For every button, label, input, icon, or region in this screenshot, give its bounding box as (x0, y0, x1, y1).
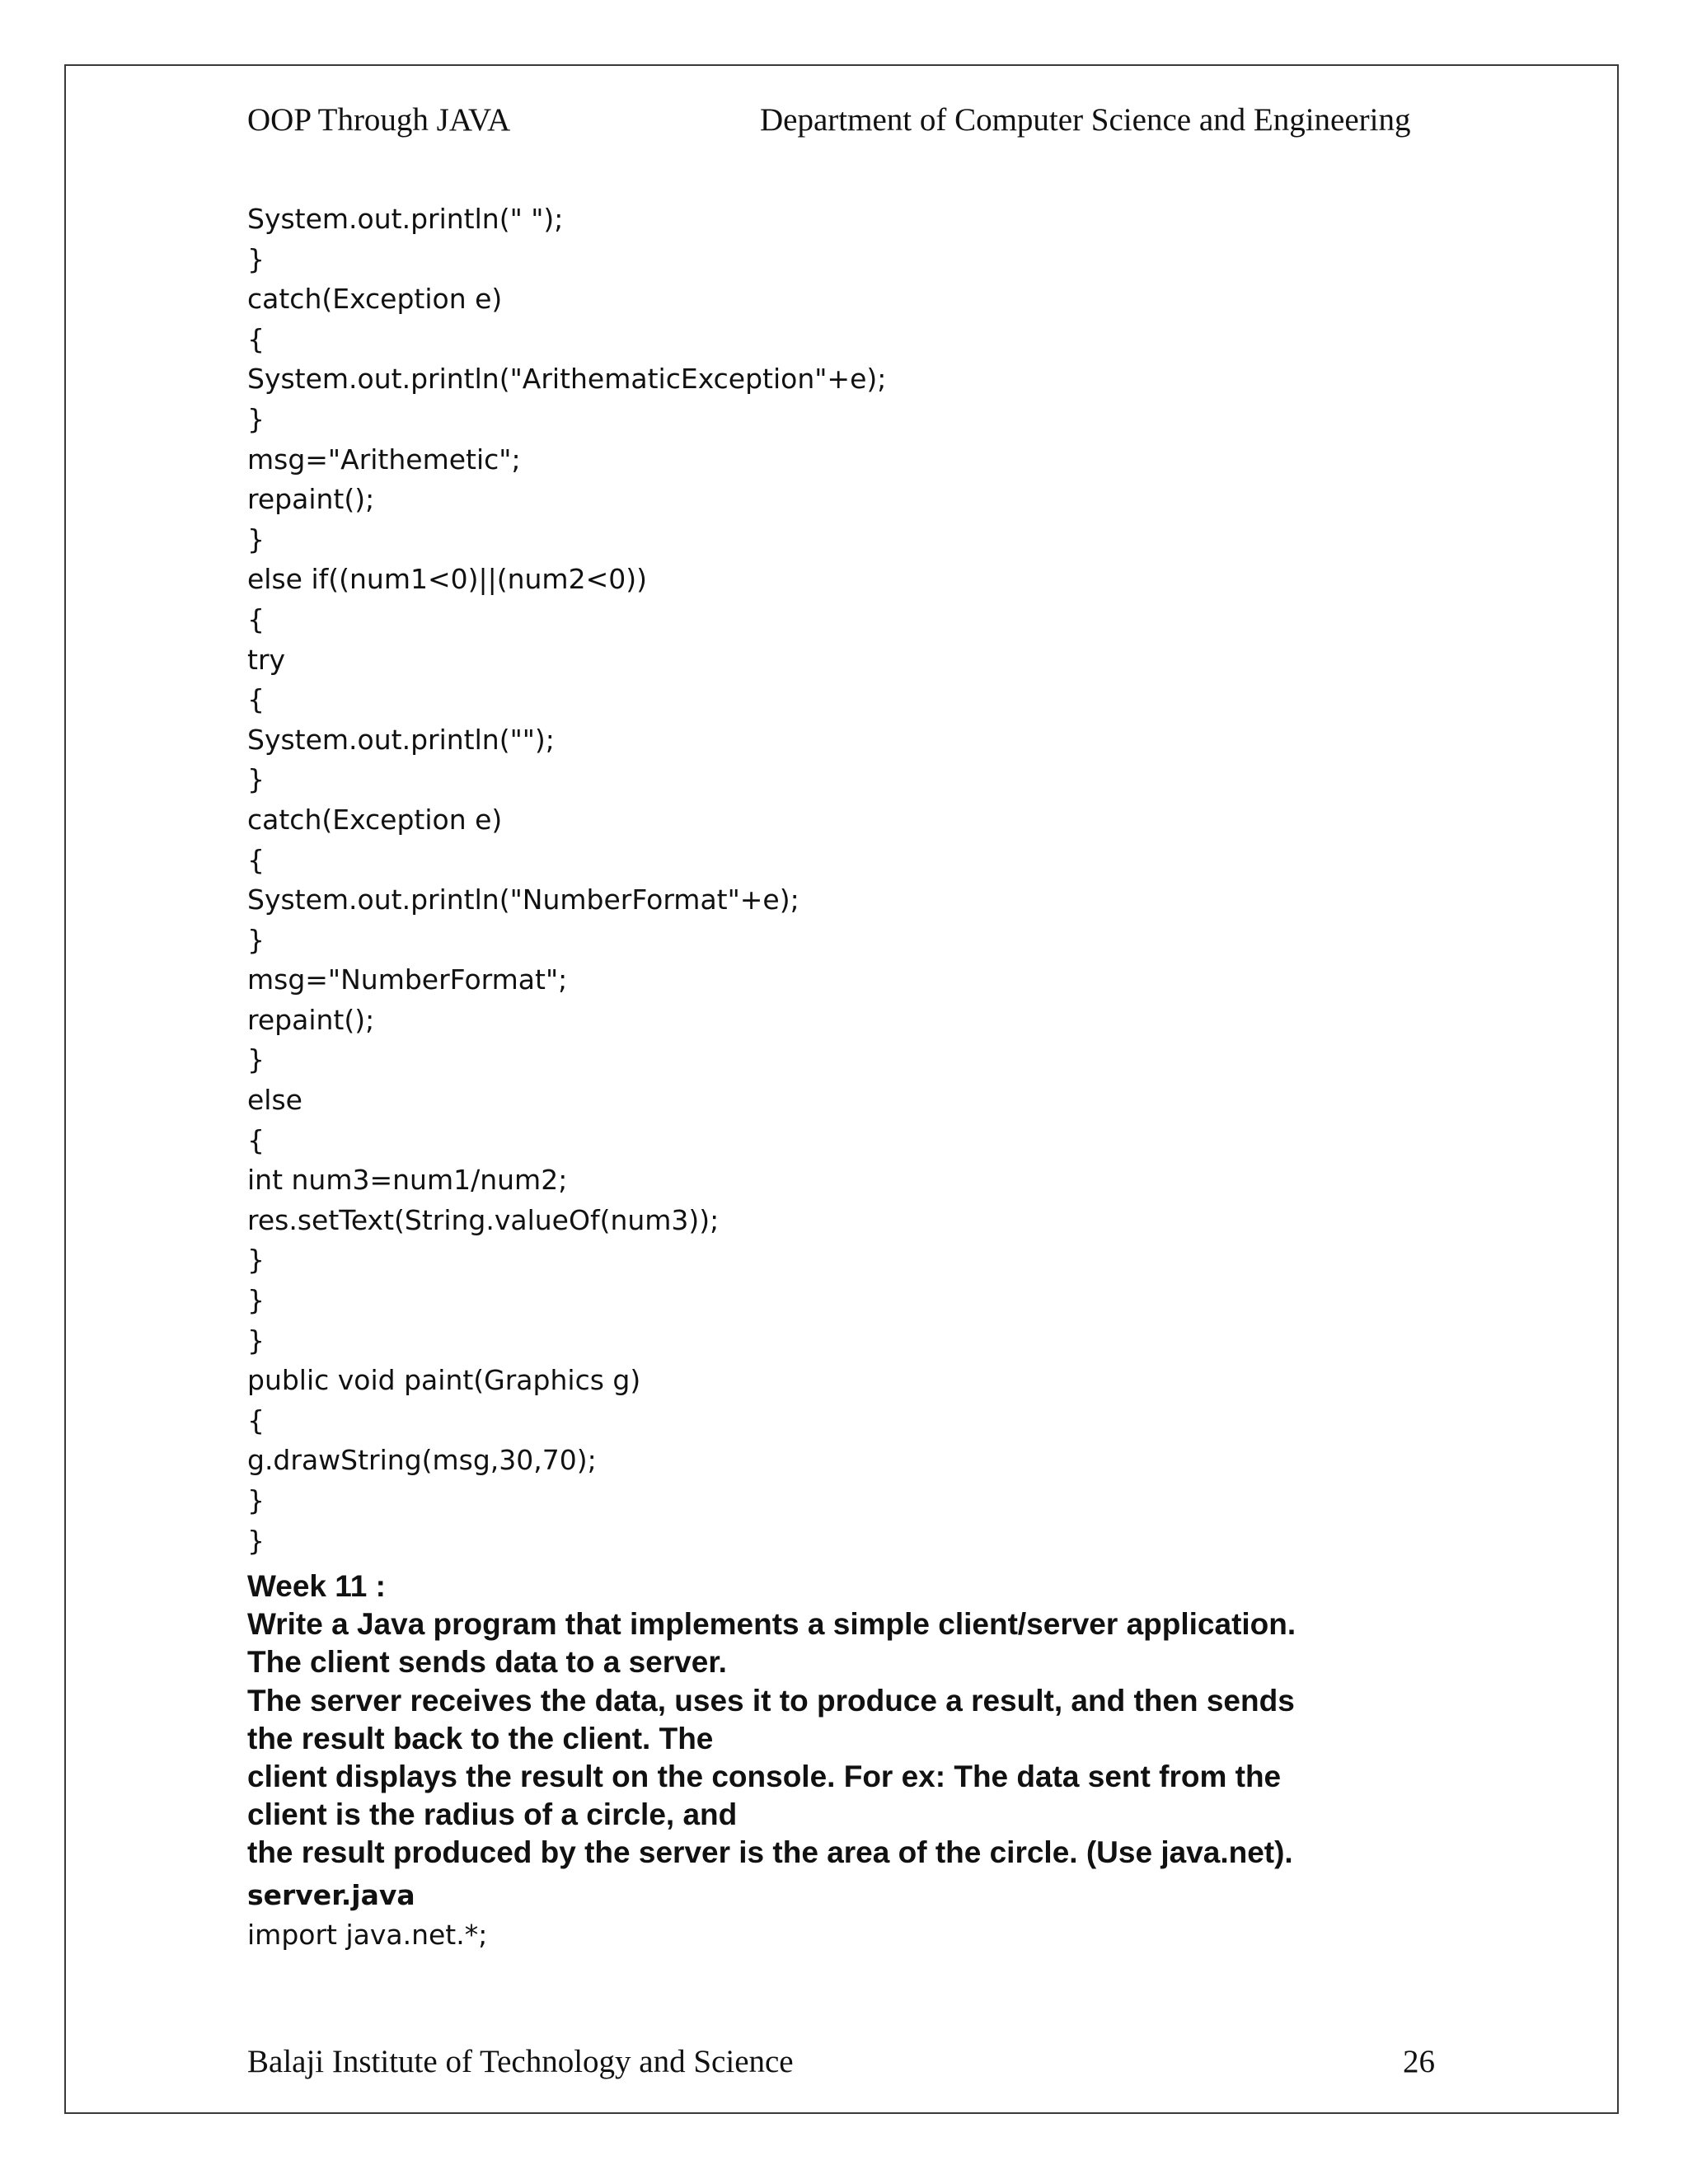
code-line: { (247, 1123, 265, 1156)
code-line: msg="NumberFormat"; (247, 963, 568, 996)
week-task-description (247, 1568, 1533, 1872)
code-line: public void paint(Graphics g) (247, 1364, 641, 1397)
code-line: } (247, 523, 265, 555)
code-line: repaint(); (247, 1003, 375, 1036)
code-line: } (247, 1324, 265, 1357)
task-line: the result back to the client. The (247, 1721, 714, 1755)
code-line: System.out.println(" "); (247, 203, 564, 235)
header-course-title: OOP Through JAVA (247, 102, 511, 138)
task-line: The client sends data to a server. (247, 1645, 727, 1680)
code-line: { (247, 1404, 265, 1436)
footer-institute: Balaji Institute of Technology and Science (247, 2044, 794, 2079)
code-line: g.drawString(msg,30,70); (247, 1444, 597, 1477)
task-line: client displays the result on the console. For ex: The data sent from the (247, 1759, 1282, 1793)
code-line: } (247, 1484, 265, 1516)
code-line: else if((num1<0)||(num2<0)) (247, 563, 647, 596)
header-department: Department of Computer Science and Engineering (760, 102, 1411, 138)
task-line: The server receives the data, uses it to produce a result, and then sends (247, 1683, 1295, 1718)
code-line: System.out.println(""); (247, 723, 555, 756)
week-heading: Week 11 : (247, 1569, 386, 1603)
code-line-import: import java.net.*; (247, 1919, 488, 1951)
code-line: else (247, 1084, 302, 1117)
code-line: repaint(); (247, 483, 375, 516)
code-line: { (247, 683, 265, 716)
code-line: } (247, 1043, 265, 1076)
code-line: } (247, 402, 265, 435)
task-line: the result produced by the server is the area of the circle. (Use java.net). (247, 1835, 1293, 1870)
code-line: } (247, 1244, 265, 1277)
code-line: System.out.println("ArithematicException"+e); (247, 363, 887, 396)
code-line: { (247, 602, 265, 635)
code-line: } (247, 242, 265, 275)
code-line: } (247, 763, 265, 796)
code-line: msg="Arithemetic"; (247, 443, 521, 476)
code-line: } (247, 923, 265, 956)
code-line: catch(Exception e) (247, 803, 503, 836)
code-line: } (247, 1284, 265, 1317)
task-line: client is the radius of a circle, and (247, 1797, 738, 1832)
code-line: { (247, 322, 265, 355)
code-line: res.setText(String.valueOf(num3)); (247, 1203, 720, 1236)
page-number: 26 (1403, 2044, 1435, 2079)
code-line: { (247, 843, 265, 876)
code-block (247, 199, 886, 1561)
code-line: int num3=num1/num2; (247, 1164, 568, 1197)
code-line: } (247, 1524, 265, 1557)
code-line: catch(Exception e) (247, 283, 503, 316)
code-line: try (247, 643, 286, 676)
code-line: System.out.println("NumberFormat"+e); (247, 883, 799, 916)
file-name-heading: server.java (247, 1879, 415, 1911)
task-line: Write a Java program that implements a simple client/server application. (247, 1607, 1296, 1642)
